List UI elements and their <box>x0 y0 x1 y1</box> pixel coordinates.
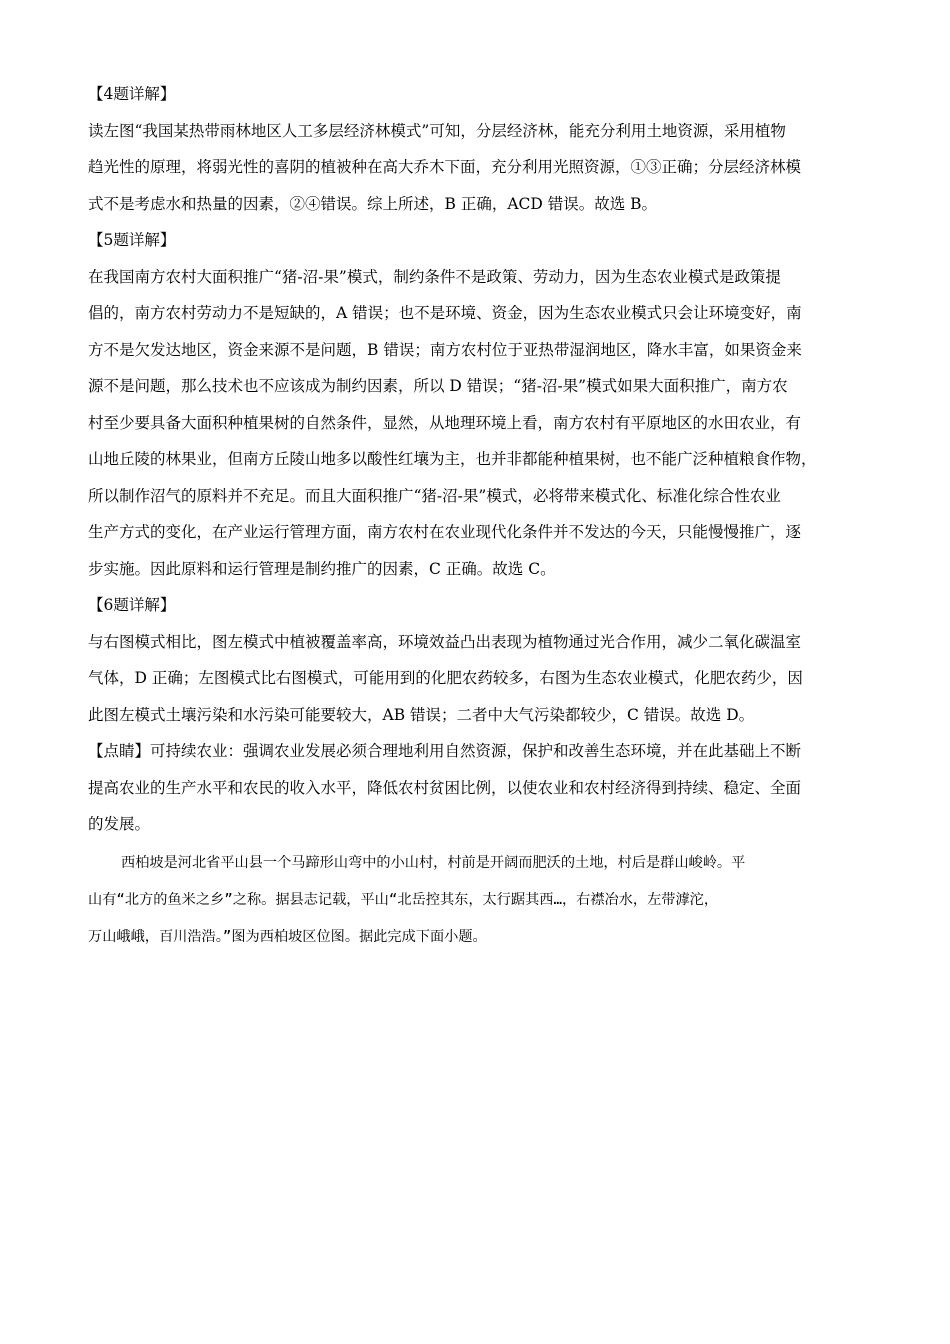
text-line: 气体，D 正确；左图模式比右图模式，可能用到的化肥农药较多，右图为生态农业模式，化肥农药少，因 <box>88 669 803 687</box>
text-line: 提高农业的生产水平和农民的收入水平，降低农村贫困比例，以使农业和农村经济得到持续、稳定、全面 <box>88 778 802 797</box>
text-line: 山有“北方的鱼米之乡”之称。据县志记载，平山“北岳控其东，太行踞其西…，右襟冶水，左带滹沱， <box>88 891 719 908</box>
section-heading: 【4题详解】 <box>88 85 176 103</box>
text-line: 村至少要具备大面积种植果树的自然条件，显然，从地理环境上看，南方农村有平原地区的水田农业，有 <box>88 413 802 432</box>
section-q4 <box>88 76 864 222</box>
text-line: 倡的，南方农村劳动力不是短缺的，A 错误；也不是环境、资金，因为生态农业模式只会让环境变好，南 <box>88 304 802 322</box>
text-line: 生产方式的变化，在产业运行管理方面，南方农村在农业现代化条件并不发达的今天，只能慢慢推广，逐 <box>88 523 802 541</box>
text-line: 西柏坡是河北省平山县一个马蹄形山弯中的小山村，村前是开阔而肥沃的土地，村后是群山峻岭。平 <box>121 854 746 871</box>
text-line: 方不是欠发达地区，资金来源不是问题，B 错误；南方农村位于亚热带湿润地区，降水丰富，如果资金来 <box>88 340 802 359</box>
text-line: 趋光性的原理，将弱光性的喜阴的植被种在高大乔木下面，充分利用光照资源，①③正确；分层经济林模 <box>88 158 802 176</box>
text-line: 源不是问题，那么技术也不应该成为制约因素，所以 D 错误；“猪-沼-果”模式如果大面积推广，南方农 <box>88 377 788 395</box>
text-line: 此图左模式土壤污染和水污染可能要较大，AB 错误；二者中大气污染都较少，C 错误。故选 D。 <box>88 705 755 724</box>
text-line: 在我国南方农村大面积推广“猪-沼-果”模式，制约条件不是政策、劳动力，因为生态农业模式是政策提 <box>88 267 781 286</box>
text-line: 与右图模式相比，图左模式中植被覆盖率高，环境效益凸出表现为植物通过光合作用，减少二氧化碳温室 <box>88 632 802 651</box>
reading-passage <box>88 845 864 956</box>
section-q6 <box>88 587 864 733</box>
text-line: 万山峨峨，百川浩浩。”图为西柏坡区位图。据此完成下面小题。 <box>88 928 487 945</box>
text-line: 的发展。 <box>88 815 151 833</box>
key-point-note <box>88 733 864 843</box>
section-heading: 【6题详解】 <box>88 596 176 614</box>
text-line: 读左图“我国某热带雨林地区人工多层经济林模式”可知，分层经济林，能充分利用土地资源，采用植物 <box>88 121 786 140</box>
section-q5 <box>88 222 864 587</box>
text-line: 【点睛】可持续农业：强调农业发展必须合理地利用自然资源，保护和改善生态环境，并在此基础上不断 <box>88 742 802 760</box>
text-line: 所以制作沼气的原料并不充足。而且大面积推广“猪-沼-果”模式，必将带来模式化、标准化综合性农业 <box>88 486 781 505</box>
text-line: 式不是考虑水和热量的因素，②④错误。综上所述，B 正确，ACD 错误。故选 B。 <box>88 194 658 213</box>
page-content <box>88 76 864 956</box>
section-heading: 【5题详解】 <box>88 231 176 249</box>
text-line: 山地丘陵的林果业，但南方丘陵山地多以酸性红壤为主，也并非都能种植果树，也不能广泛种植粮食作物， <box>88 450 817 468</box>
text-line: 步实施。因此原料和运行管理是制约推广的因素，C 正确。故选 C。 <box>88 559 556 578</box>
